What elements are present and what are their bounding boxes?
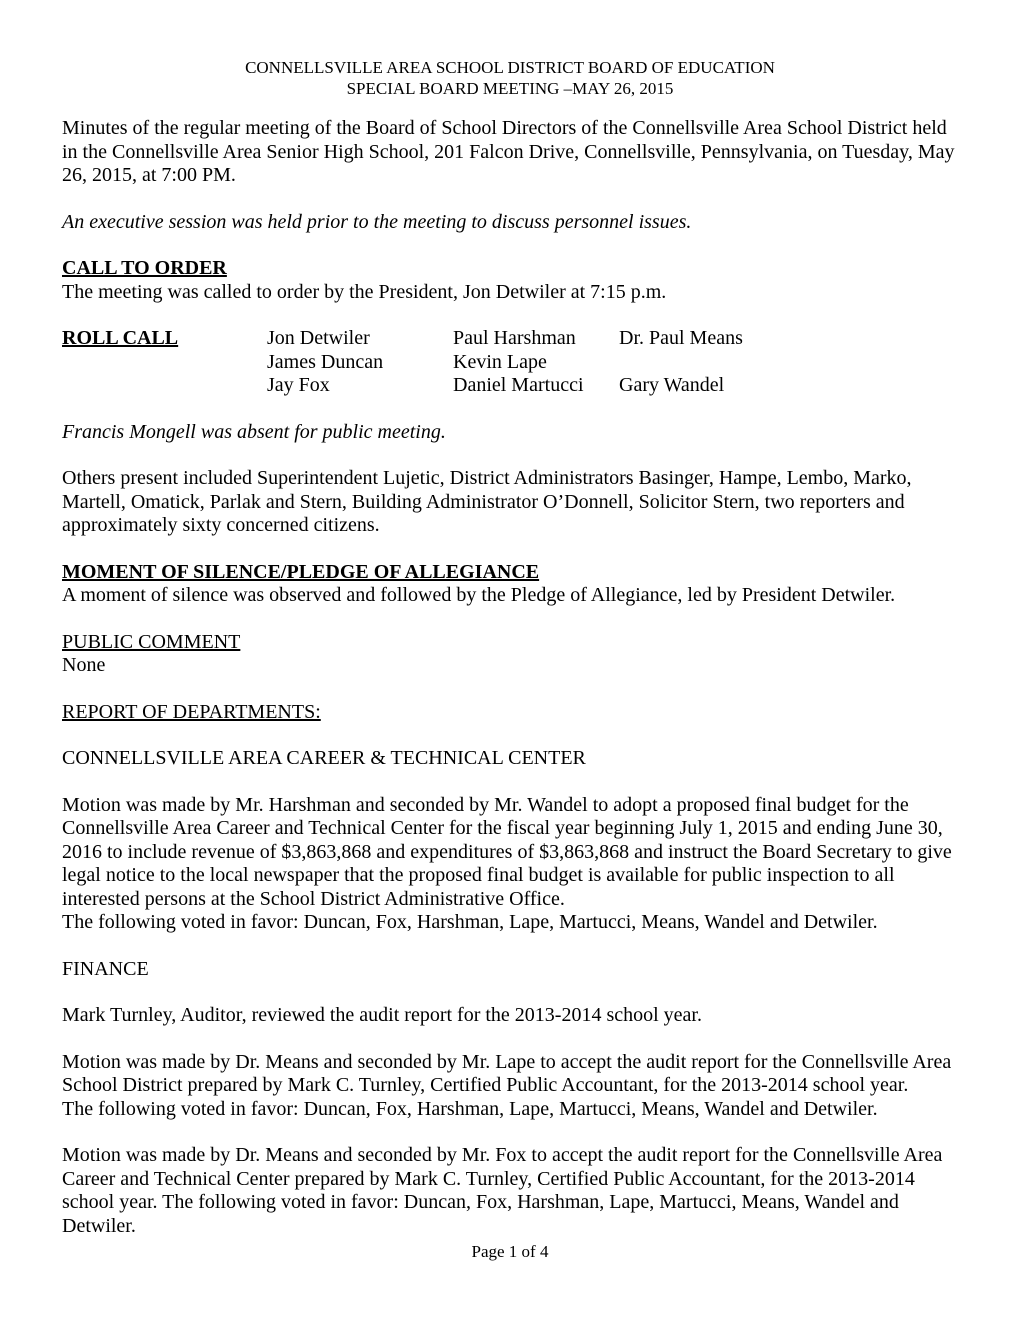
- roll-call-member: Gary Wandel: [619, 374, 725, 396]
- catc-heading: CONNELLSVILLE AREA CAREER & TECHNICAL CENTER: [62, 747, 586, 769]
- finance-motion-1-section: [62, 1051, 958, 1122]
- others-present-paragraph: Others present included Superintendent Lujetic, District Administrators Basinger, Hampe, Lembo, Marko, Martell, Omatick, Parlak and Stern, Building Administrator O’Donnell, Solicitor Stern, two reporters and approximately sixty concerned citizens.: [62, 467, 912, 536]
- moment-of-silence-heading: MOMENT OF SILENCE/PLEDGE OF ALLEGIANCE: [62, 560, 540, 583]
- page-number: Page 1 of 4: [471, 1242, 549, 1261]
- executive-session-note: An executive session was held prior to the meeting to discuss personnel issues.: [62, 210, 692, 233]
- finance-motion-2: Motion was made by Dr. Means and seconded by Mr. Fox to accept the audit report for the Connellsville Area Career and Technical Center prepared by Mark C. Turnley, Certified Public Accountant, for the 2013-2014 school year. The following voted in favor: Duncan, Fox, Harshman, Lape, Martucci, Means, Wandel and Detwiler.: [62, 1144, 943, 1237]
- public-comment-text: None: [62, 654, 106, 676]
- roll-call-member: Paul Harshman: [453, 327, 576, 349]
- call-to-order-heading: CALL TO ORDER: [62, 257, 227, 279]
- auditor-review-line: Mark Turnley, Auditor, reviewed the audit report for the 2013-2014 school year.: [62, 1004, 702, 1026]
- roll-call-table: [62, 327, 958, 398]
- roll-call-member: Dr. Paul Means: [619, 327, 743, 349]
- finance-vote-1: The following voted in favor: Duncan, Fox, Harshman, Lape, Martucci, Means, Wandel and Detwiler.: [62, 1097, 878, 1120]
- finance-heading: FINANCE: [62, 957, 149, 980]
- roll-call-section: [62, 327, 958, 398]
- roll-call-spacer: [62, 351, 267, 375]
- moment-of-silence-text: A moment of silence was observed and followed by the Pledge of Allegiance, led by President Detwiler.: [62, 584, 896, 606]
- report-of-departments-heading: REPORT OF DEPARTMENTS:: [62, 700, 321, 723]
- roll-call-spacer: [62, 374, 267, 398]
- moment-of-silence-section: [62, 561, 958, 608]
- catc-motion-paragraph: Motion was made by Mr. Harshman and seconded by Mr. Wandel to adopt a proposed final budget for the Connellsville Area Career and Technical Center for the fiscal year beginning July 1, 2015 and ending June 30, 2016 to include revenue of $3,863,868 and expenditures of $3,863,868 and instruct the Board Secretary to give legal notice to the local newspaper that the proposed final budget is available for public inspection to all interested persons at the School District Administrative Office.: [62, 793, 952, 910]
- finance-motion-1: Motion was made by Dr. Means and seconded by Mr. Lape to accept the audit report for the Connellsville Area School District prepared by Mark C. Turnley, Certified Public Accountant, for the 2013-2014 school year.: [62, 1050, 952, 1096]
- public-comment-section: [62, 631, 958, 678]
- roll-call-member: Kevin Lape: [453, 350, 547, 373]
- roll-call-member: Daniel Martucci: [453, 374, 584, 396]
- roll-call-member: James Duncan: [267, 350, 384, 373]
- catc-vote-line: The following voted in favor: Duncan, Fox, Harshman, Lape, Martucci, Means, Wandel and Detwiler.: [62, 911, 878, 933]
- absent-note: Francis Mongell was absent for public meeting.: [62, 420, 446, 443]
- page-title: CONNELLSVILLE AREA SCHOOL DISTRICT BOARD OF EDUCATION: [245, 58, 775, 77]
- call-to-order-text: The meeting was called to order by the President, Jon Detwiler at 7:15 p.m.: [62, 280, 667, 303]
- intro-paragraph: Minutes of the regular meeting of the Board of School Directors of the Connellsville Area School District held in the Connellsville Area Senior High School, 201 Falcon Drive, Connellsville, Pennsylvania, on Tuesday, May 26, 2015, at 7:00 PM.: [62, 117, 955, 186]
- catc-motion-section: [62, 794, 958, 935]
- page-footer: [0, 1241, 1020, 1262]
- meeting-subtitle: SPECIAL BOARD MEETING –MAY 26, 2015: [346, 79, 674, 98]
- call-to-order-section: [62, 257, 958, 304]
- document-header: [62, 57, 958, 99]
- roll-call-member: [619, 351, 958, 375]
- public-comment-heading: PUBLIC COMMENT: [62, 630, 241, 653]
- roll-call-member: Jay Fox: [267, 374, 330, 396]
- roll-call-member: Jon Detwiler: [267, 327, 370, 349]
- roll-call-heading: ROLL CALL: [62, 327, 179, 349]
